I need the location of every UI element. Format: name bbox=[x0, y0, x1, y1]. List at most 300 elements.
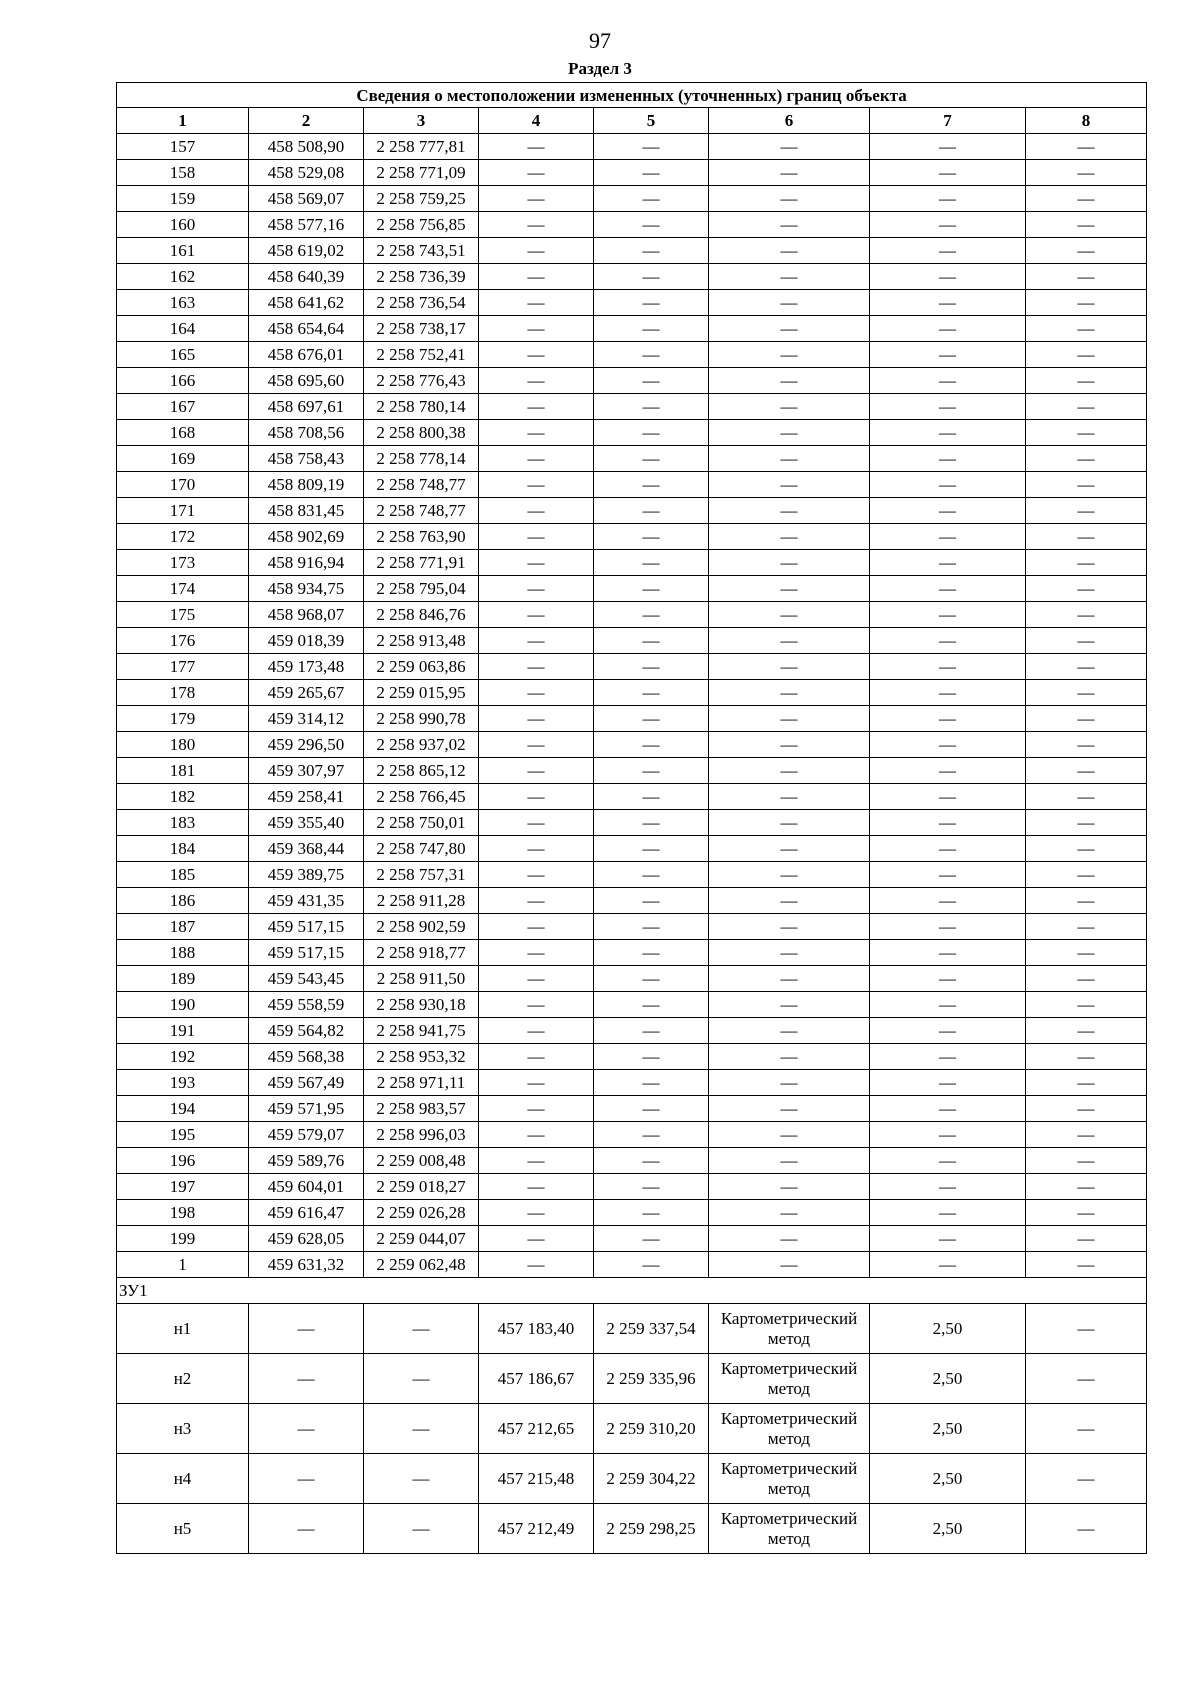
x-coordinate-cell: 459 589,76 bbox=[249, 1148, 364, 1174]
empty-dash-cell: — bbox=[709, 1200, 870, 1226]
x-coordinate-cell: 458 577,16 bbox=[249, 212, 364, 238]
empty-dash-cell: — bbox=[709, 732, 870, 758]
empty-dash-cell: — bbox=[870, 1174, 1026, 1200]
empty-dash-cell: — bbox=[1026, 758, 1147, 784]
empty-dash-cell: — bbox=[870, 758, 1026, 784]
empty-dash-cell: — bbox=[709, 1122, 870, 1148]
empty-dash-cell: — bbox=[870, 1122, 1026, 1148]
y-coordinate-cell: 2 259 015,95 bbox=[364, 680, 479, 706]
empty-dash-cell: — bbox=[479, 992, 594, 1018]
empty-dash-cell: — bbox=[1026, 1122, 1147, 1148]
empty-dash-cell: — bbox=[709, 940, 870, 966]
empty-dash-cell: — bbox=[594, 420, 709, 446]
x-coordinate-cell: 459 543,45 bbox=[249, 966, 364, 992]
y-coordinate-cell: 2 258 763,90 bbox=[364, 524, 479, 550]
empty-dash-cell: — bbox=[1026, 420, 1147, 446]
table-row bbox=[117, 706, 1147, 732]
y-coordinate-cell: 2 258 736,39 bbox=[364, 264, 479, 290]
empty-dash-cell: — bbox=[1026, 1226, 1147, 1252]
empty-dash-cell: — bbox=[709, 1226, 870, 1252]
empty-dash-cell: — bbox=[479, 862, 594, 888]
empty-dash-cell: — bbox=[709, 238, 870, 264]
empty-dash-cell: — bbox=[1026, 1174, 1147, 1200]
empty-dash-cell: — bbox=[709, 836, 870, 862]
empty-dash-cell: — bbox=[1026, 1200, 1147, 1226]
empty-dash-cell: — bbox=[870, 446, 1026, 472]
x-coordinate-cell: 459 564,82 bbox=[249, 1018, 364, 1044]
point-number-cell: н1 bbox=[117, 1304, 249, 1354]
table-row bbox=[117, 654, 1147, 680]
y-coordinate-cell: 2 258 756,85 bbox=[364, 212, 479, 238]
x-coordinate-cell: 458 695,60 bbox=[249, 368, 364, 394]
empty-dash-cell: — bbox=[870, 316, 1026, 342]
y-coordinate-cell: 2 259 044,07 bbox=[364, 1226, 479, 1252]
point-number-cell: 1 bbox=[117, 1252, 249, 1278]
table-row bbox=[117, 342, 1147, 368]
empty-dash-cell: — bbox=[364, 1304, 479, 1354]
empty-dash-cell: — bbox=[1026, 1304, 1147, 1354]
empty-dash-cell: — bbox=[479, 264, 594, 290]
x-coordinate-cell: 459 265,67 bbox=[249, 680, 364, 706]
empty-dash-cell: — bbox=[1026, 134, 1147, 160]
empty-dash-cell: — bbox=[1026, 992, 1147, 1018]
empty-dash-cell: — bbox=[1026, 160, 1147, 186]
table-row bbox=[117, 602, 1147, 628]
point-number-cell: 193 bbox=[117, 1070, 249, 1096]
empty-dash-cell: — bbox=[1026, 836, 1147, 862]
empty-dash-cell: — bbox=[870, 160, 1026, 186]
empty-dash-cell: — bbox=[1026, 550, 1147, 576]
empty-dash-cell: — bbox=[479, 1226, 594, 1252]
empty-dash-cell: — bbox=[479, 680, 594, 706]
column-number: 7 bbox=[870, 108, 1026, 134]
empty-dash-cell: — bbox=[594, 966, 709, 992]
empty-dash-cell: — bbox=[870, 1096, 1026, 1122]
empty-dash-cell: — bbox=[479, 1096, 594, 1122]
empty-dash-cell: — bbox=[594, 212, 709, 238]
empty-dash-cell: — bbox=[709, 134, 870, 160]
empty-dash-cell: — bbox=[594, 316, 709, 342]
y-coordinate-cell: 2 258 971,11 bbox=[364, 1070, 479, 1096]
empty-dash-cell: — bbox=[1026, 1252, 1147, 1278]
table-row bbox=[117, 160, 1147, 186]
empty-dash-cell: — bbox=[479, 394, 594, 420]
point-number-cell: 175 bbox=[117, 602, 249, 628]
x-coordinate-cell: 459 568,38 bbox=[249, 1044, 364, 1070]
empty-dash-cell: — bbox=[594, 446, 709, 472]
table-row bbox=[117, 186, 1147, 212]
point-number-cell: 192 bbox=[117, 1044, 249, 1070]
empty-dash-cell: — bbox=[870, 1226, 1026, 1252]
point-number-cell: 169 bbox=[117, 446, 249, 472]
point-number-cell: 199 bbox=[117, 1226, 249, 1252]
empty-dash-cell: — bbox=[594, 914, 709, 940]
empty-dash-cell: — bbox=[709, 628, 870, 654]
empty-dash-cell: — bbox=[594, 602, 709, 628]
empty-dash-cell: — bbox=[1026, 1454, 1147, 1504]
y-coordinate-cell: 2 258 937,02 bbox=[364, 732, 479, 758]
empty-dash-cell: — bbox=[870, 628, 1026, 654]
empty-dash-cell: — bbox=[594, 992, 709, 1018]
empty-dash-cell: — bbox=[594, 1018, 709, 1044]
point-number-cell: 165 bbox=[117, 342, 249, 368]
table-row bbox=[117, 550, 1147, 576]
empty-dash-cell: — bbox=[479, 290, 594, 316]
empty-dash-cell: — bbox=[1026, 654, 1147, 680]
table-row bbox=[117, 1122, 1147, 1148]
empty-dash-cell: — bbox=[709, 368, 870, 394]
x-coordinate-cell: 459 018,39 bbox=[249, 628, 364, 654]
empty-dash-cell: — bbox=[479, 238, 594, 264]
empty-dash-cell: — bbox=[1026, 264, 1147, 290]
empty-dash-cell: — bbox=[249, 1354, 364, 1404]
empty-dash-cell: — bbox=[479, 602, 594, 628]
table-row bbox=[117, 524, 1147, 550]
empty-dash-cell: — bbox=[1026, 316, 1147, 342]
y-coordinate-cell: 2 258 930,18 bbox=[364, 992, 479, 1018]
empty-dash-cell: — bbox=[709, 992, 870, 1018]
empty-dash-cell: — bbox=[479, 966, 594, 992]
empty-dash-cell: — bbox=[1026, 1148, 1147, 1174]
column-number: 4 bbox=[479, 108, 594, 134]
x-coordinate-cell: 459 517,15 bbox=[249, 940, 364, 966]
empty-dash-cell: — bbox=[1026, 1070, 1147, 1096]
empty-dash-cell: — bbox=[594, 654, 709, 680]
empty-dash-cell: — bbox=[594, 472, 709, 498]
column-number: 1 bbox=[117, 108, 249, 134]
empty-dash-cell: — bbox=[870, 888, 1026, 914]
empty-dash-cell: — bbox=[479, 446, 594, 472]
y-coordinate-cell: 2 258 780,14 bbox=[364, 394, 479, 420]
y-coordinate-cell: 2 258 759,25 bbox=[364, 186, 479, 212]
empty-dash-cell: — bbox=[479, 836, 594, 862]
x-coordinate-cell: 458 529,08 bbox=[249, 160, 364, 186]
empty-dash-cell: — bbox=[594, 576, 709, 602]
table-row bbox=[117, 836, 1147, 862]
table-row bbox=[117, 290, 1147, 316]
empty-dash-cell: — bbox=[594, 628, 709, 654]
empty-dash-cell: — bbox=[870, 836, 1026, 862]
empty-dash-cell: — bbox=[479, 732, 594, 758]
empty-dash-cell: — bbox=[709, 888, 870, 914]
point-number-cell: 181 bbox=[117, 758, 249, 784]
table-row bbox=[117, 264, 1147, 290]
y-coordinate-cell: 2 258 990,78 bbox=[364, 706, 479, 732]
table-row bbox=[117, 1304, 1147, 1354]
table-row bbox=[117, 810, 1147, 836]
x-coordinate-cell: 459 307,97 bbox=[249, 758, 364, 784]
x-coordinate-cell: 458 968,07 bbox=[249, 602, 364, 628]
x-coordinate-cell: 459 631,32 bbox=[249, 1252, 364, 1278]
empty-dash-cell: — bbox=[1026, 862, 1147, 888]
point-number-cell: 189 bbox=[117, 966, 249, 992]
empty-dash-cell: — bbox=[1026, 784, 1147, 810]
point-number-cell: 183 bbox=[117, 810, 249, 836]
empty-dash-cell: — bbox=[1026, 238, 1147, 264]
empty-dash-cell: — bbox=[594, 680, 709, 706]
empty-dash-cell: — bbox=[249, 1454, 364, 1504]
point-number-cell: 174 bbox=[117, 576, 249, 602]
y-coordinate-cell: 2 258 996,03 bbox=[364, 1122, 479, 1148]
y-coordinate-cell: 2 258 913,48 bbox=[364, 628, 479, 654]
empty-dash-cell: — bbox=[870, 342, 1026, 368]
empty-dash-cell: — bbox=[364, 1454, 479, 1504]
empty-dash-cell: — bbox=[249, 1504, 364, 1554]
empty-dash-cell: — bbox=[1026, 1504, 1147, 1554]
table-row bbox=[117, 212, 1147, 238]
table-title-row bbox=[117, 83, 1147, 108]
empty-dash-cell: — bbox=[249, 1404, 364, 1454]
empty-dash-cell: — bbox=[709, 1044, 870, 1070]
table-row bbox=[117, 1096, 1147, 1122]
empty-dash-cell: — bbox=[870, 1148, 1026, 1174]
empty-dash-cell: — bbox=[709, 1252, 870, 1278]
empty-dash-cell: — bbox=[594, 732, 709, 758]
precision-cell: 2,50 bbox=[870, 1304, 1026, 1354]
x-coordinate-cell: 458 934,75 bbox=[249, 576, 364, 602]
empty-dash-cell: — bbox=[709, 446, 870, 472]
table-row bbox=[117, 446, 1147, 472]
method-cell: Картометрический метод bbox=[709, 1354, 870, 1404]
table-row bbox=[117, 1504, 1147, 1554]
section-title: Раздел 3 bbox=[568, 59, 632, 78]
empty-dash-cell: — bbox=[479, 212, 594, 238]
empty-dash-cell: — bbox=[870, 524, 1026, 550]
empty-dash-cell: — bbox=[594, 160, 709, 186]
table-row bbox=[117, 784, 1147, 810]
empty-dash-cell: — bbox=[870, 914, 1026, 940]
x-coordinate-cell: 459 558,59 bbox=[249, 992, 364, 1018]
empty-dash-cell: — bbox=[870, 680, 1026, 706]
empty-dash-cell: — bbox=[594, 862, 709, 888]
empty-dash-cell: — bbox=[479, 420, 594, 446]
empty-dash-cell: — bbox=[870, 264, 1026, 290]
empty-dash-cell: — bbox=[870, 1200, 1026, 1226]
y-coordinate-cell: 2 258 941,75 bbox=[364, 1018, 479, 1044]
precision-cell: 2,50 bbox=[870, 1354, 1026, 1404]
point-number-cell: 166 bbox=[117, 368, 249, 394]
empty-dash-cell: — bbox=[479, 888, 594, 914]
x-coordinate-cell: 458 916,94 bbox=[249, 550, 364, 576]
empty-dash-cell: — bbox=[1026, 680, 1147, 706]
empty-dash-cell: — bbox=[1026, 212, 1147, 238]
y-coordinate-cell: 2 258 748,77 bbox=[364, 498, 479, 524]
empty-dash-cell: — bbox=[709, 212, 870, 238]
table-row bbox=[117, 1174, 1147, 1200]
point-number-cell: 185 bbox=[117, 862, 249, 888]
empty-dash-cell: — bbox=[364, 1504, 479, 1554]
table-row bbox=[117, 1252, 1147, 1278]
empty-dash-cell: — bbox=[709, 550, 870, 576]
empty-dash-cell: — bbox=[594, 1174, 709, 1200]
empty-dash-cell: — bbox=[870, 940, 1026, 966]
x-coordinate-cell: 458 708,56 bbox=[249, 420, 364, 446]
empty-dash-cell: — bbox=[1026, 706, 1147, 732]
y-coordinate-cell: 2 258 911,28 bbox=[364, 888, 479, 914]
method-cell: Картометрический метод bbox=[709, 1504, 870, 1554]
x-coordinate-cell: 458 508,90 bbox=[249, 134, 364, 160]
table-row bbox=[117, 472, 1147, 498]
y-coordinate-cell: 2 258 865,12 bbox=[364, 758, 479, 784]
point-number-cell: 172 bbox=[117, 524, 249, 550]
empty-dash-cell: — bbox=[479, 342, 594, 368]
empty-dash-cell: — bbox=[479, 1252, 594, 1278]
empty-dash-cell: — bbox=[479, 758, 594, 784]
parcel-label-cell: ЗУ1 bbox=[117, 1278, 1147, 1304]
y-coordinate-cell: 2 258 750,01 bbox=[364, 810, 479, 836]
point-number-cell: 190 bbox=[117, 992, 249, 1018]
point-number-cell: 176 bbox=[117, 628, 249, 654]
table-row bbox=[117, 1070, 1147, 1096]
empty-dash-cell: — bbox=[870, 732, 1026, 758]
point-number-cell: 170 bbox=[117, 472, 249, 498]
empty-dash-cell: — bbox=[479, 1018, 594, 1044]
empty-dash-cell: — bbox=[709, 160, 870, 186]
empty-dash-cell: — bbox=[1026, 888, 1147, 914]
empty-dash-cell: — bbox=[709, 420, 870, 446]
empty-dash-cell: — bbox=[594, 264, 709, 290]
point-number-cell: 164 bbox=[117, 316, 249, 342]
point-number-cell: 158 bbox=[117, 160, 249, 186]
empty-dash-cell: — bbox=[1026, 186, 1147, 212]
point-number-cell: 159 bbox=[117, 186, 249, 212]
empty-dash-cell: — bbox=[479, 810, 594, 836]
empty-dash-cell: — bbox=[594, 1200, 709, 1226]
x-coordinate-cell: 459 604,01 bbox=[249, 1174, 364, 1200]
table-row bbox=[117, 992, 1147, 1018]
empty-dash-cell: — bbox=[479, 1200, 594, 1226]
empty-dash-cell: — bbox=[1026, 602, 1147, 628]
y-coordinate-cell: 2 258 777,81 bbox=[364, 134, 479, 160]
y-coordinate-cell: 2 259 026,28 bbox=[364, 1200, 479, 1226]
x-coordinate-cell: 458 758,43 bbox=[249, 446, 364, 472]
empty-dash-cell: — bbox=[1026, 290, 1147, 316]
x-coordinate-cell: 459 517,15 bbox=[249, 914, 364, 940]
column-number-row bbox=[117, 108, 1147, 134]
empty-dash-cell: — bbox=[594, 888, 709, 914]
y-coordinate-cell: 2 258 795,04 bbox=[364, 576, 479, 602]
empty-dash-cell: — bbox=[594, 836, 709, 862]
table-row bbox=[117, 1200, 1147, 1226]
y-coordinate-cell: 2 258 736,54 bbox=[364, 290, 479, 316]
empty-dash-cell: — bbox=[594, 1070, 709, 1096]
empty-dash-cell: — bbox=[479, 368, 594, 394]
empty-dash-cell: — bbox=[870, 212, 1026, 238]
point-number-cell: 163 bbox=[117, 290, 249, 316]
empty-dash-cell: — bbox=[709, 394, 870, 420]
point-number-cell: 198 bbox=[117, 1200, 249, 1226]
empty-dash-cell: — bbox=[709, 290, 870, 316]
x-coordinate-cell: 458 676,01 bbox=[249, 342, 364, 368]
column-number: 3 bbox=[364, 108, 479, 134]
empty-dash-cell: — bbox=[709, 264, 870, 290]
y-coordinate-cell: 2 258 766,45 bbox=[364, 784, 479, 810]
empty-dash-cell: — bbox=[594, 524, 709, 550]
empty-dash-cell: — bbox=[709, 576, 870, 602]
new-x-coordinate-cell: 457 186,67 bbox=[479, 1354, 594, 1404]
new-x-coordinate-cell: 457 215,48 bbox=[479, 1454, 594, 1504]
empty-dash-cell: — bbox=[364, 1404, 479, 1454]
point-number-cell: 167 bbox=[117, 394, 249, 420]
point-number-cell: 178 bbox=[117, 680, 249, 706]
empty-dash-cell: — bbox=[479, 576, 594, 602]
empty-dash-cell: — bbox=[709, 966, 870, 992]
x-coordinate-cell: 459 571,95 bbox=[249, 1096, 364, 1122]
x-coordinate-cell: 458 831,45 bbox=[249, 498, 364, 524]
empty-dash-cell: — bbox=[709, 342, 870, 368]
x-coordinate-cell: 459 616,47 bbox=[249, 1200, 364, 1226]
empty-dash-cell: — bbox=[479, 134, 594, 160]
column-number: 2 bbox=[249, 108, 364, 134]
empty-dash-cell: — bbox=[364, 1354, 479, 1404]
x-coordinate-cell: 459 579,07 bbox=[249, 1122, 364, 1148]
empty-dash-cell: — bbox=[870, 1044, 1026, 1070]
empty-dash-cell: — bbox=[870, 550, 1026, 576]
empty-dash-cell: — bbox=[594, 342, 709, 368]
empty-dash-cell: — bbox=[594, 1096, 709, 1122]
x-coordinate-cell: 459 389,75 bbox=[249, 862, 364, 888]
parcel-label-row bbox=[117, 1278, 1147, 1304]
empty-dash-cell: — bbox=[594, 810, 709, 836]
column-number: 6 bbox=[709, 108, 870, 134]
table-title: Сведения о местоположении измененных (уточненных) границ объекта bbox=[117, 83, 1147, 108]
table-row bbox=[117, 1018, 1147, 1044]
empty-dash-cell: — bbox=[709, 186, 870, 212]
x-coordinate-cell: 459 567,49 bbox=[249, 1070, 364, 1096]
empty-dash-cell: — bbox=[479, 784, 594, 810]
x-coordinate-cell: 459 628,05 bbox=[249, 1226, 364, 1252]
table-row bbox=[117, 862, 1147, 888]
empty-dash-cell: — bbox=[870, 186, 1026, 212]
table-row bbox=[117, 628, 1147, 654]
empty-dash-cell: — bbox=[479, 550, 594, 576]
point-number-cell: 191 bbox=[117, 1018, 249, 1044]
y-coordinate-cell: 2 258 752,41 bbox=[364, 342, 479, 368]
y-coordinate-cell: 2 259 008,48 bbox=[364, 1148, 479, 1174]
table-row bbox=[117, 420, 1147, 446]
new-x-coordinate-cell: 457 212,65 bbox=[479, 1404, 594, 1454]
empty-dash-cell: — bbox=[594, 1226, 709, 1252]
table-row bbox=[117, 1148, 1147, 1174]
table-row bbox=[117, 1354, 1147, 1404]
empty-dash-cell: — bbox=[1026, 368, 1147, 394]
empty-dash-cell: — bbox=[594, 1148, 709, 1174]
x-coordinate-cell: 458 697,61 bbox=[249, 394, 364, 420]
table-row bbox=[117, 1044, 1147, 1070]
point-number-cell: 160 bbox=[117, 212, 249, 238]
table-row bbox=[117, 368, 1147, 394]
column-number: 5 bbox=[594, 108, 709, 134]
y-coordinate-cell: 2 258 776,43 bbox=[364, 368, 479, 394]
point-number-cell: 187 bbox=[117, 914, 249, 940]
empty-dash-cell: — bbox=[1026, 732, 1147, 758]
point-number-cell: 196 bbox=[117, 1148, 249, 1174]
empty-dash-cell: — bbox=[594, 758, 709, 784]
empty-dash-cell: — bbox=[709, 862, 870, 888]
point-number-cell: н2 bbox=[117, 1354, 249, 1404]
empty-dash-cell: — bbox=[870, 784, 1026, 810]
method-cell: Картометрический метод bbox=[709, 1404, 870, 1454]
empty-dash-cell: — bbox=[870, 602, 1026, 628]
table-row bbox=[117, 394, 1147, 420]
table-row bbox=[117, 966, 1147, 992]
table-row bbox=[117, 1404, 1147, 1454]
empty-dash-cell: — bbox=[870, 134, 1026, 160]
empty-dash-cell: — bbox=[479, 706, 594, 732]
empty-dash-cell: — bbox=[709, 498, 870, 524]
empty-dash-cell: — bbox=[479, 186, 594, 212]
empty-dash-cell: — bbox=[870, 394, 1026, 420]
